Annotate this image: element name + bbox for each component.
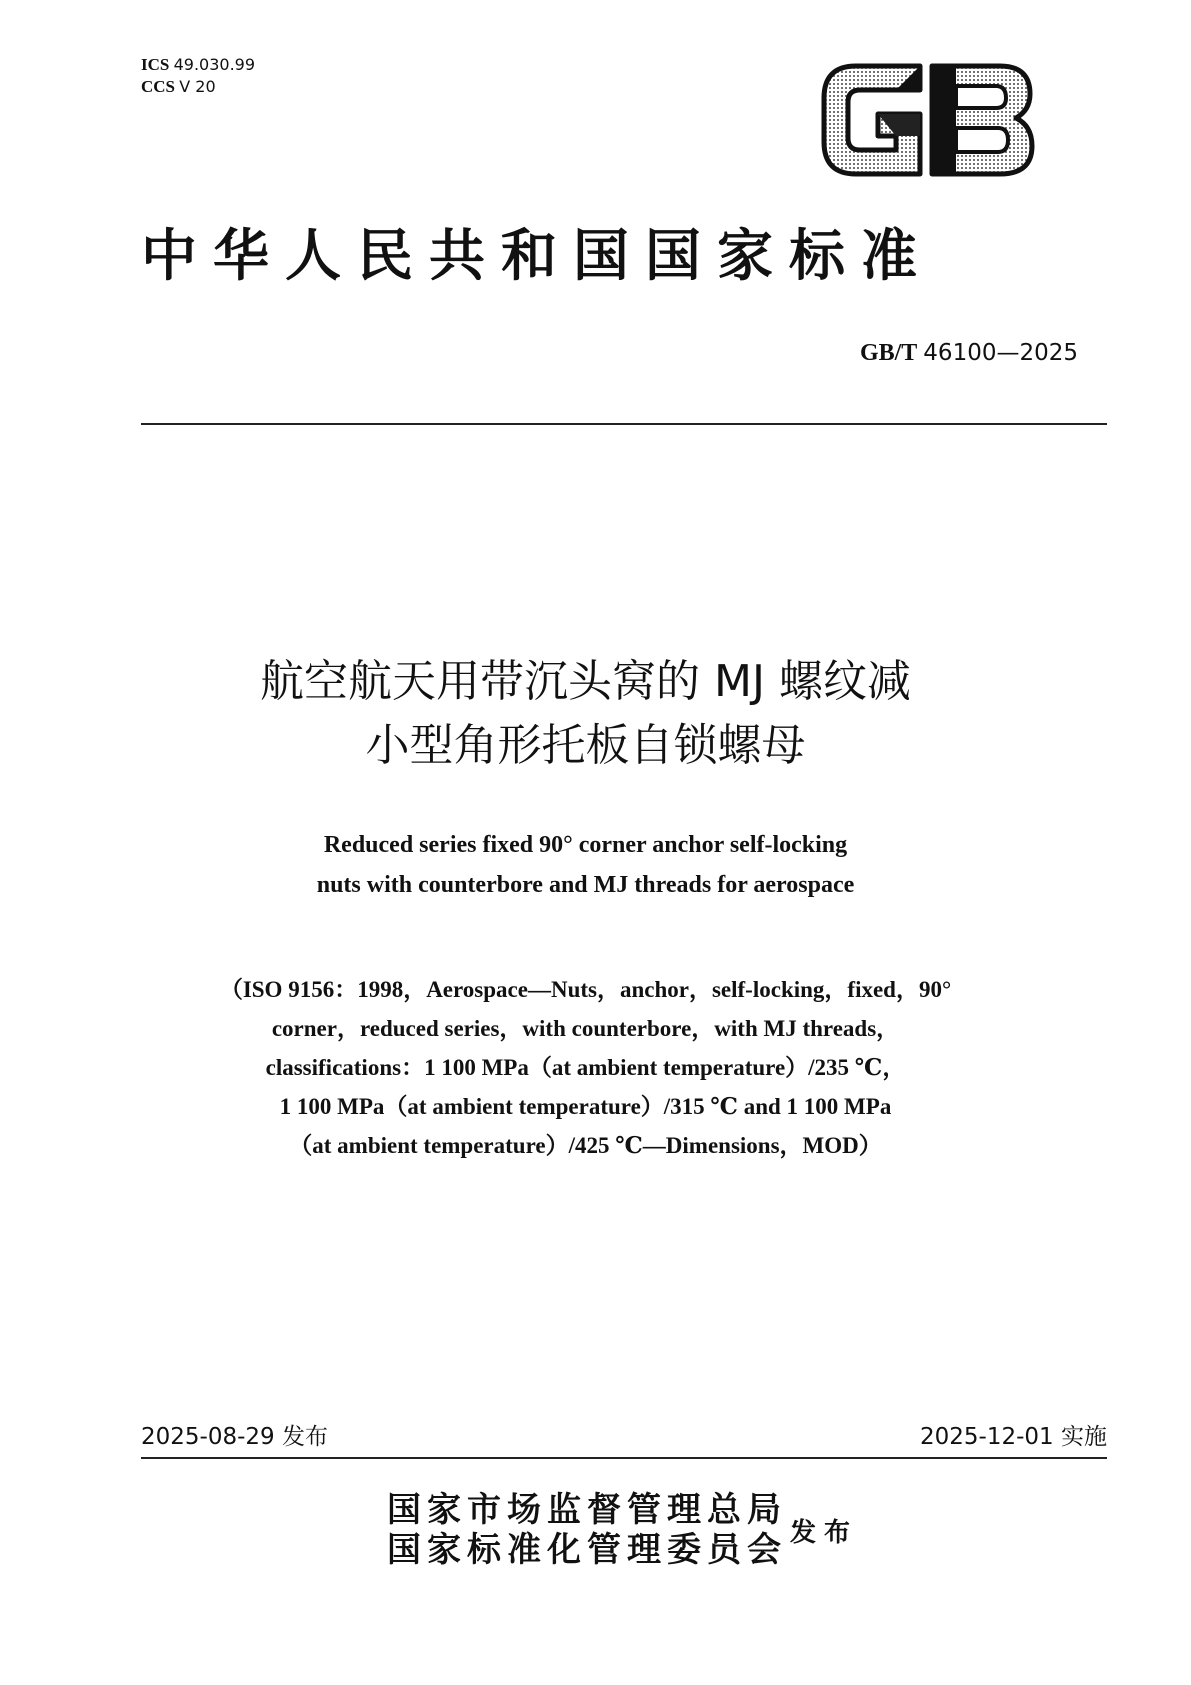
gb-logo	[816, 58, 1040, 182]
ics-value: 49.030.99	[173, 55, 256, 74]
english-title	[0, 825, 1181, 905]
issuer-line-2: 国家标准化管理委员会	[387, 1530, 787, 1570]
document-title	[0, 650, 1181, 778]
top-divider	[141, 423, 1107, 425]
ics-label: ICS	[141, 55, 170, 74]
ccs-code	[141, 76, 255, 98]
ics-code	[141, 54, 255, 76]
bottom-divider	[141, 1457, 1107, 1459]
classification-codes	[141, 54, 255, 98]
iso-reference-line-4: 1 100 MPa（at ambient temperature）/315 ℃ and 1 100 MPa	[279, 1094, 892, 1119]
iso-reference	[0, 970, 1181, 1165]
standard-number	[860, 340, 1078, 367]
ccs-value: V 20	[179, 77, 216, 96]
national-standard-title: 中华人民共和国国家标准	[141, 224, 933, 289]
iso-reference-line-2: corner，reduced series，with counterbore，with MJ threads，	[271, 1016, 900, 1041]
document-title-line-1: 航空航天用带沉头窝的 MJ 螺纹减	[260, 656, 911, 707]
issuing-authorities	[387, 1490, 787, 1570]
english-title-line-1: Reduced series fixed 90° corner anchor self-locking	[323, 832, 848, 858]
release-date: 2025-08-29 发布	[141, 1424, 328, 1450]
english-title-line-2: nuts with counterbore and MJ threads for aerospace	[316, 872, 855, 898]
iso-reference-line-3: classifications：1 100 MPa（at ambient temperature）/235 ℃，	[265, 1055, 906, 1080]
iso-reference-line-5: （at ambient temperature）/425 ℃—Dimensions，MOD）	[289, 1133, 882, 1158]
implementation-date: 2025-12-01 实施	[920, 1424, 1107, 1450]
ccs-label: CCS	[141, 77, 176, 96]
document-title-line-2: 小型角形托板自锁螺母	[365, 720, 806, 771]
iso-reference-line-1: （ISO 9156：1998，Aerospace—Nuts，anchor，self-locking，fixed，90°	[219, 977, 952, 1002]
standard-number-prefix: GB/T	[859, 340, 918, 366]
issuer-line-1: 国家市场监督管理总局	[387, 1490, 787, 1530]
standard-number-value: 46100—2025	[923, 340, 1078, 366]
issue-word: 发布	[790, 1518, 859, 1548]
